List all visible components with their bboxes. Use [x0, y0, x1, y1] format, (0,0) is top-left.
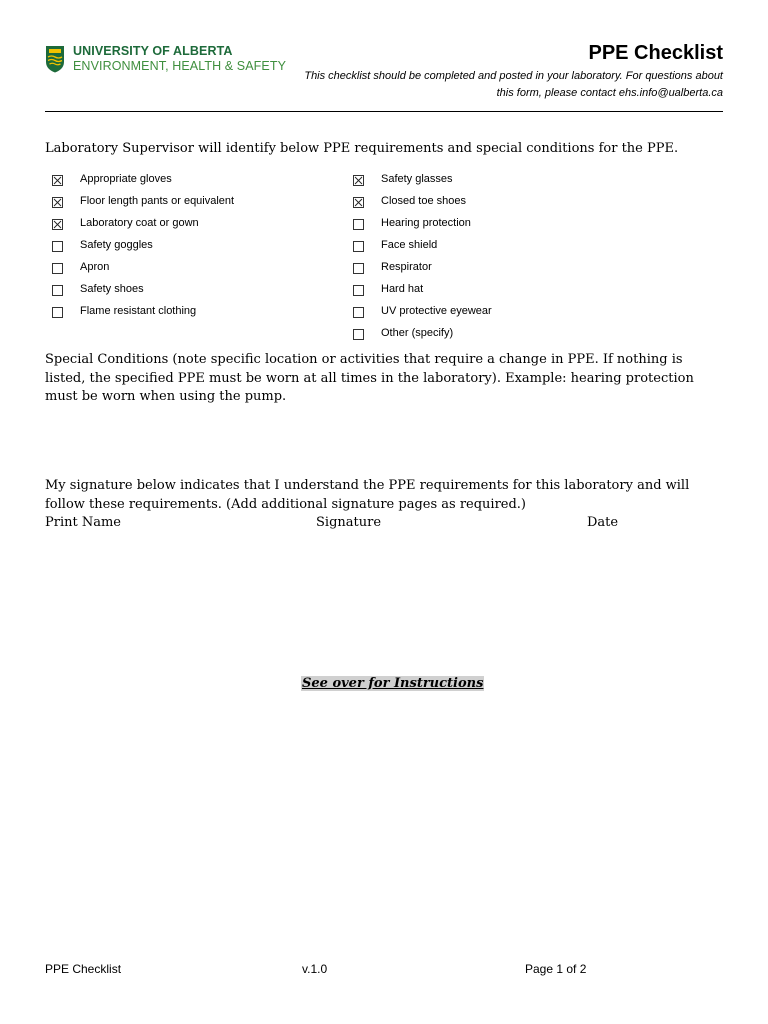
org-name: UNIVERSITY OF ALBERTA: [73, 44, 233, 58]
see-over-note: See over for Instructions: [302, 676, 484, 691]
footer-title: PPE Checklist: [45, 962, 122, 976]
intro-text: Laboratory Supervisor will identify below PPE requirements and special conditions for the PPE.: [45, 141, 679, 156]
ppe-item-label: Safety shoes: [80, 283, 144, 295]
ppe-item-label: Face shield: [381, 239, 438, 251]
ppe-item-label: Hearing protection: [381, 217, 471, 229]
check-x-icon: [53, 220, 62, 229]
ppe-item-label: Closed toe shoes: [381, 195, 466, 207]
check-x-icon: [53, 198, 62, 207]
ppe-checkbox[interactable]: [52, 285, 63, 296]
shield-crest-icon: [45, 45, 65, 73]
check-x-icon: [53, 176, 62, 185]
ppe-checkbox[interactable]: [353, 219, 364, 230]
ppe-checkbox[interactable]: [52, 263, 63, 274]
ppe-item-label: Flame resistant clothing: [80, 305, 197, 317]
check-x-icon: [354, 176, 363, 185]
department-name: ENVIRONMENT, HEALTH & SAFETY: [73, 59, 287, 73]
ppe-item-label: Safety glasses: [381, 173, 453, 185]
signature-header: Signature: [316, 515, 382, 530]
signature-note: My signature below indicates that I understand the PPE requirements for this laboratory and will follow these requirements. (Add additional signature pages as required.): [45, 478, 690, 512]
ppe-checkbox[interactable]: [52, 175, 63, 186]
ppe-item-label: Laboratory coat or gown: [80, 217, 199, 229]
ppe-checkbox[interactable]: [52, 307, 63, 318]
check-x-icon: [354, 198, 363, 207]
ppe-checkbox[interactable]: [353, 241, 364, 252]
special-conditions-text: Special Conditions (note specific location or activities that require a change in PPE. If nothing is listed, the specified PPE must be worn at all times in the laboratory). Example: hearing protection must be worn when using the pump.: [45, 352, 694, 404]
ppe-item-label: Apron: [80, 261, 110, 273]
ppe-item-label: Other (specify): [381, 327, 454, 339]
ppe-checkbox[interactable]: [353, 175, 364, 186]
page-title: PPE Checklist: [588, 42, 723, 64]
ppe-checkbox[interactable]: [353, 307, 364, 318]
ppe-checkbox[interactable]: [353, 263, 364, 274]
ppe-item-label: Respirator: [381, 261, 432, 273]
footer-page-number: Page 1 of 2: [525, 962, 587, 976]
header-divider: [45, 111, 723, 112]
ppe-checkbox[interactable]: [52, 241, 63, 252]
ppe-item-label: Floor length pants or equivalent: [80, 195, 235, 207]
date-header: Date: [587, 515, 619, 530]
ppe-item-label: Appropriate gloves: [80, 173, 172, 185]
ppe-item-label: UV protective eyewear: [381, 305, 492, 317]
print-name-header: Print Name: [45, 515, 121, 530]
footer-version: v.1.0: [302, 962, 328, 976]
page-subtitle: This checklist should be completed and posted in your laboratory. For questions about this form, please contact ehs.info@ualberta.ca: [304, 70, 723, 99]
ppe-checkbox[interactable]: [353, 285, 364, 296]
ppe-checkbox[interactable]: [353, 329, 364, 340]
ppe-item-label: Hard hat: [381, 283, 424, 295]
ppe-item-label: Safety goggles: [80, 239, 153, 251]
ppe-checkbox[interactable]: [353, 197, 364, 208]
ppe-checkbox[interactable]: [52, 197, 63, 208]
ppe-checkbox[interactable]: [52, 219, 63, 230]
